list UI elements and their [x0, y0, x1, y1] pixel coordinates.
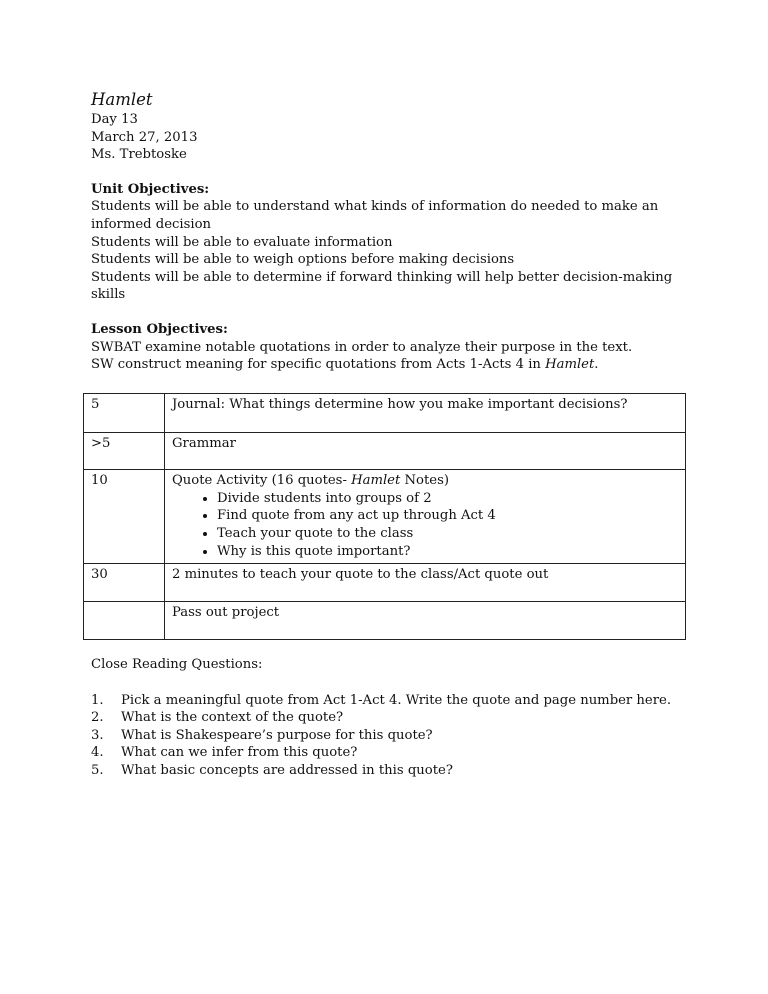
- quote-activity-title: Quote Activity (16 quotes- Hamlet Notes): [172, 473, 449, 488]
- activity-cell: Grammar: [165, 433, 686, 470]
- list-item: 4. What can we infer from this quote?: [91, 745, 358, 761]
- activity-cell: 2 minutes to teach your quote to the class/Act quote out: [165, 563, 686, 601]
- time-cell: 10: [84, 470, 165, 564]
- lesson-objective-2: SW construct meaning for specific quotations from Acts 1-Acts 4 in Hamlet.: [91, 357, 599, 373]
- teacher-name: Ms. Trebtoske: [91, 147, 187, 163]
- unit-objective-1: Students will be able to understand what kinds of information do needed to make an informed decision: [91, 199, 659, 232]
- list-item: • Find quote from any act up through Act 4: [217, 507, 678, 525]
- list-item: • Why is this quote important?: [217, 543, 678, 561]
- time-cell: >5: [84, 433, 165, 470]
- list-item: 3. What is Shakespeare’s purpose for this quote?: [91, 727, 433, 743]
- lesson-plan-table: [83, 393, 686, 640]
- unit-objective-2: Students will be able to evaluate information: [91, 234, 393, 250]
- table-row: [84, 433, 686, 470]
- document-title: Hamlet: [91, 90, 153, 109]
- unit-objective-4: Students will be able to determine if forward thinking will help better decision-making skills: [91, 269, 673, 303]
- list-item: 1. Pick a meaningful quote from Act 1-Act 4. Write the quote and page number here.: [91, 692, 672, 708]
- time-cell: [84, 601, 165, 639]
- time-cell: 30: [84, 563, 165, 601]
- table-row: [84, 394, 686, 433]
- unit-objectives-heading: Unit Objectives:: [91, 181, 210, 197]
- close-reading-heading: Close Reading Questions:: [91, 657, 263, 672]
- close-reading-questions: [91, 692, 691, 780]
- table-row: [84, 563, 686, 601]
- unit-objective-3: Students will be able to weigh options before making decisions: [91, 252, 515, 268]
- list-item: 5. What basic concepts are addressed in this quote?: [91, 762, 453, 778]
- date-label: March 27, 2013: [91, 129, 198, 145]
- activity-cell: Journal: What things determine how you make important decisions?: [165, 394, 686, 433]
- activity-cell: [165, 470, 686, 564]
- lesson-objective-1: SWBAT examine notable quotations in order to analyze their purpose in the text.: [91, 339, 633, 355]
- lesson-objectives-heading: Lesson Objectives:: [91, 321, 228, 337]
- quote-activity-steps: [172, 490, 678, 561]
- day-label: Day 13: [91, 112, 138, 127]
- table-row: [84, 470, 686, 564]
- list-item: 2. What is the context of the quote?: [91, 710, 344, 726]
- time-cell: 5: [84, 394, 165, 433]
- list-item: • Divide students into groups of 2: [217, 490, 678, 508]
- list-item: • Teach your quote to the class: [217, 525, 678, 543]
- table-row: [84, 601, 686, 639]
- document-header: [91, 90, 691, 374]
- activity-cell: Pass out project: [165, 601, 686, 639]
- close-reading-section: [91, 656, 691, 780]
